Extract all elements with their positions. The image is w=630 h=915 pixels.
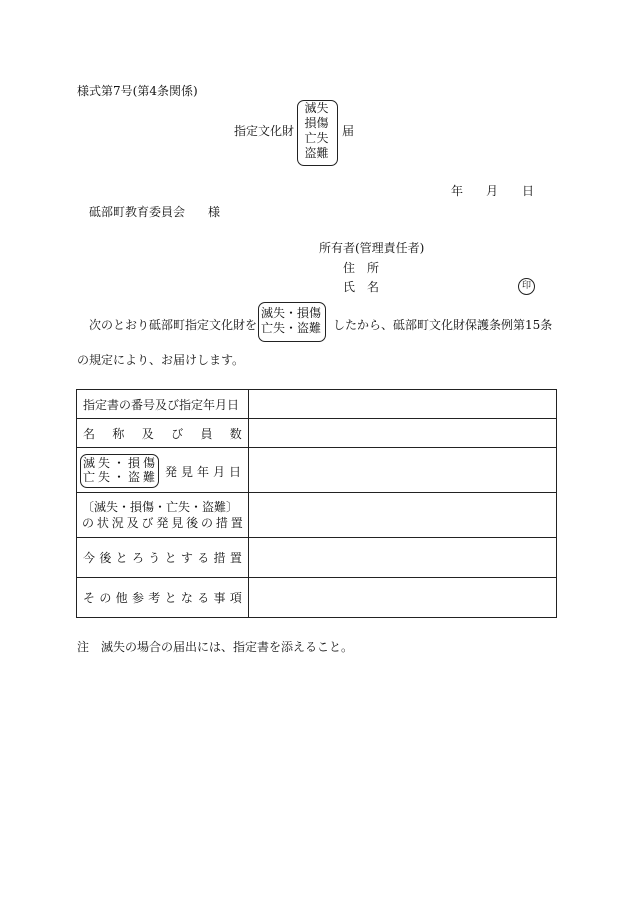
label-char: 員 — [200, 426, 213, 441]
table-row — [77, 390, 557, 419]
title-option: 滅失 — [304, 101, 329, 115]
label-char: 及 — [126, 516, 139, 530]
label-char: 滅 — [83, 456, 96, 470]
label-char: 数 — [229, 426, 242, 441]
row1-value-cell[interactable] — [248, 390, 556, 419]
label-char: す — [180, 551, 193, 565]
label-char: び — [141, 516, 154, 530]
label-char: 見 — [171, 516, 184, 530]
row3-label — [77, 448, 248, 492]
date-year: 年 — [451, 184, 464, 198]
notification-table — [76, 389, 557, 618]
row3-label-cell — [77, 448, 249, 493]
label-char: 及 — [141, 426, 154, 441]
label-char: そ — [83, 591, 96, 605]
title-option: 亡失 — [304, 131, 329, 145]
row5-label-cell — [77, 538, 249, 578]
label-char: 状 — [96, 516, 109, 530]
row3-options — [83, 456, 155, 484]
label-char: 他 — [115, 591, 128, 605]
label-char: ろ — [131, 551, 144, 565]
row4-label-cell — [77, 493, 249, 538]
row4-label-line2 — [82, 515, 243, 531]
label-char: う — [148, 551, 161, 565]
row3-options-line — [83, 470, 155, 484]
row3-options-line — [83, 456, 155, 470]
label-char: と — [115, 551, 128, 565]
row3-date-label — [165, 463, 241, 480]
title-options — [297, 101, 336, 161]
title-option: 盗難 — [304, 146, 329, 160]
form-number: 様式第7号(第4条関係) — [77, 84, 198, 98]
label-char: 年 — [196, 465, 209, 479]
label-char: の — [201, 516, 214, 530]
date-day: 日 — [522, 184, 535, 198]
row5-label — [77, 549, 248, 566]
label-char: 今 — [83, 551, 96, 565]
addressee-honorific: 様 — [208, 205, 221, 219]
body-text-after: したから、砥部町文化財保護条例第15条 — [333, 318, 553, 332]
label-char: 参 — [131, 591, 144, 605]
label-char: 失 — [97, 470, 110, 484]
label-char: な — [180, 591, 193, 605]
date-month: 月 — [486, 184, 499, 198]
row4-label-line1: 〔滅失・損傷・亡失・盗難〕 — [82, 500, 239, 514]
label-char: 措 — [213, 551, 226, 565]
label-char: 置 — [230, 516, 243, 530]
row6-label — [77, 589, 248, 606]
label-char: 項 — [229, 591, 242, 605]
label-char: ・ — [112, 456, 125, 470]
label-char: 況 — [111, 516, 124, 530]
row1-label: 指定書の番号及び指定年月日 — [83, 397, 240, 412]
title-prefix: 指定文化財 — [234, 124, 295, 138]
table-row — [77, 578, 557, 618]
label-char: 考 — [148, 591, 161, 605]
label-char: 置 — [229, 551, 242, 565]
label-char: 見 — [180, 465, 193, 479]
label-char: 失 — [97, 456, 110, 470]
label-char: 発 — [165, 465, 178, 479]
label-char: 傷 — [142, 456, 155, 470]
table-row — [77, 493, 557, 538]
label-char: 日 — [228, 465, 241, 479]
label-char: る — [197, 591, 210, 605]
footnote: 注 滅失の場合の届出には、指定書を添えること。 — [77, 640, 354, 654]
body-text-before: 次のとおり砥部町指定文化財を — [89, 318, 258, 332]
row4-value-cell[interactable] — [248, 493, 556, 538]
label-char: 発 — [156, 516, 169, 530]
applicant-role: 所有者(管理責任者) — [319, 241, 425, 255]
label-char: ・ — [112, 470, 125, 484]
label-char: の — [99, 591, 112, 605]
row3-value-cell[interactable] — [248, 448, 556, 493]
row2-label-cell — [77, 419, 249, 448]
row6-label-cell — [77, 578, 249, 618]
label-char: 月 — [212, 465, 225, 479]
label-char: 後 — [186, 516, 199, 530]
table-row — [77, 419, 557, 448]
label-char: 盗 — [127, 470, 140, 484]
label-char: 称 — [112, 426, 125, 441]
label-char: と — [164, 551, 177, 565]
row6-value-cell[interactable] — [248, 578, 556, 618]
label-char: 事 — [213, 591, 226, 605]
label-char: 亡 — [83, 470, 96, 484]
body-option-line: 滅失・損傷 — [260, 306, 321, 320]
title-suffix: 届 — [342, 124, 355, 138]
table-row — [77, 538, 557, 578]
label-char: の — [82, 516, 95, 530]
body-options — [258, 306, 324, 336]
body-option-line: 亡失・盗難 — [260, 321, 321, 335]
label-char: る — [197, 551, 210, 565]
label-char: と — [164, 591, 177, 605]
row4-label — [77, 499, 248, 531]
row1-label-cell — [77, 390, 249, 419]
row2-value-cell[interactable] — [248, 419, 556, 448]
seal-mark: 印 — [518, 278, 535, 295]
applicant-address-label: 住 所 — [343, 261, 380, 275]
row2-label — [77, 425, 248, 442]
applicant-name-label: 氏 名 — [343, 280, 380, 294]
row5-value-cell[interactable] — [248, 538, 556, 578]
label-char: 措 — [215, 516, 228, 530]
label-char: 後 — [99, 551, 112, 565]
table-row — [77, 448, 557, 493]
label-char: び — [171, 426, 184, 441]
label-char: 損 — [127, 456, 140, 470]
body-text-line2: の規定により、お届けします。 — [77, 353, 245, 367]
label-char: 名 — [83, 426, 96, 441]
label-char: 難 — [142, 470, 155, 484]
addressee-name: 砥部町教育委員会 — [89, 205, 186, 219]
title-option: 損傷 — [304, 116, 329, 130]
